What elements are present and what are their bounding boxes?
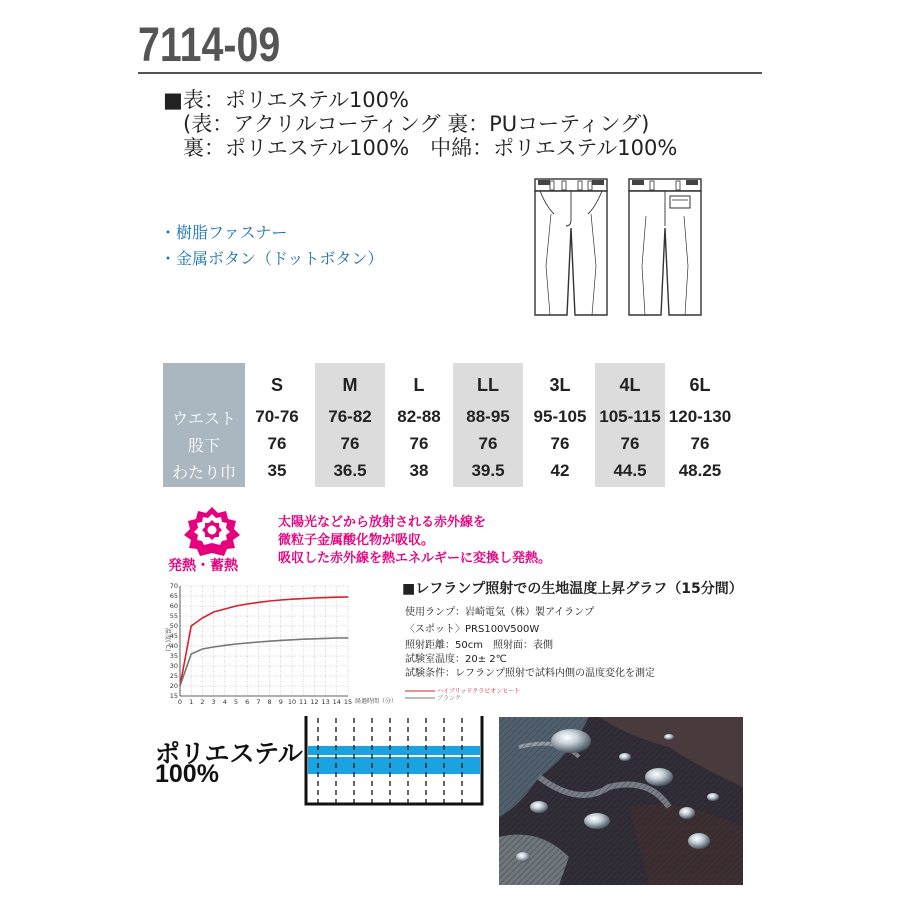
fabric-label: ポリエステル	[155, 740, 303, 768]
y-tick-label: 40	[169, 642, 178, 650]
y-tick-label: 45	[169, 632, 178, 640]
fabric-structure-diagram	[302, 716, 486, 808]
series-point	[280, 640, 281, 641]
series-point	[224, 608, 225, 609]
series-point	[258, 602, 259, 603]
waist-value: 76-82	[328, 407, 372, 426]
row-label-inseam: 股下	[187, 436, 220, 455]
y-tick-label: 20	[169, 682, 178, 690]
inseam-value: 76	[620, 434, 640, 453]
size-header: 4L	[619, 375, 641, 395]
y-tick-label: 25	[169, 672, 178, 680]
series-point	[325, 638, 326, 639]
waist-value: 120-130	[668, 407, 732, 426]
x-tick-label: 11	[299, 698, 308, 706]
pants-back-illustration	[626, 176, 706, 318]
series-point	[347, 637, 348, 638]
series-point	[325, 597, 326, 598]
size-table	[163, 363, 749, 487]
series-point	[224, 645, 225, 646]
waist-value: 82-88	[397, 407, 441, 426]
series-point	[213, 646, 214, 647]
graph-title: ■レフランプ照射での生地温度上昇グラフ（15分間）	[402, 581, 743, 597]
insulation-layer	[308, 746, 480, 774]
x-tick-label: 14	[332, 698, 341, 706]
material-lining: 裏：ポリエステル100% 中綿：ポリエステル100%	[183, 136, 678, 160]
size-header: 6L	[689, 375, 711, 395]
x-tick-label: 1	[189, 698, 194, 706]
graph-note: 〈スポット〉PRS100V500W	[405, 624, 540, 635]
series-point	[202, 617, 203, 618]
graph-note: 照射距離：50cm 照射面：表側	[405, 640, 553, 651]
row-label-waist: ウエスト	[171, 409, 236, 428]
waist-value: 105-115	[599, 407, 661, 426]
heat-label: 発熱・蓄熱	[168, 558, 238, 574]
size-header: L	[413, 375, 425, 395]
thigh-value: 48.25	[678, 461, 722, 480]
inseam-value: 76	[478, 434, 498, 453]
thigh-value: 36.5	[333, 461, 367, 480]
graph-note: 試験室温度：20± 2℃	[405, 654, 507, 665]
y-axis-label: 温度(℃)	[164, 628, 171, 652]
y-tick-label: 65	[169, 592, 178, 600]
size-header: M	[342, 375, 358, 395]
model-number: 7114-09	[138, 19, 281, 72]
y-tick-label: 30	[169, 662, 178, 670]
waist-value: 95-105	[533, 407, 587, 426]
y-tick-label: 55	[169, 612, 178, 620]
x-tick-label: 7	[256, 698, 261, 706]
size-header: LL	[477, 375, 499, 395]
series-point	[303, 639, 304, 640]
inseam-value: 76	[550, 434, 570, 453]
material-outer: ■表：ポリエステル100%	[163, 88, 409, 112]
series-point	[336, 637, 337, 638]
header-divider	[138, 72, 762, 74]
heat-storage-icon	[182, 505, 242, 557]
waist-value: 88-95	[466, 407, 510, 426]
pants-front-illustration	[532, 176, 612, 318]
feature-resin-zipper: ・樹脂ファスナー	[160, 223, 288, 242]
x-tick-label: 5	[233, 698, 239, 706]
series-point	[213, 611, 214, 612]
thigh-value: 35	[267, 461, 287, 480]
series-point	[247, 603, 248, 604]
water-repellent-fabric-photo	[499, 717, 743, 885]
series-point	[179, 685, 180, 686]
x-tick-label: 6	[245, 698, 250, 706]
heat-description: 太陽光などから放射される赤外線を	[278, 515, 487, 530]
material-coating: (表：アクリルコーティング 裏：PUコーティング)	[183, 112, 650, 136]
x-tick-label: 8	[267, 698, 272, 706]
waist-value: 70-76	[255, 407, 299, 426]
graph-note: 試験条件：レフランプ照射で試料内側の温度変化を測定	[405, 668, 655, 679]
y-tick-label: 50	[169, 622, 178, 630]
size-header: S	[270, 375, 283, 395]
legend-label: ハイブリッドクラビオンヒート	[437, 688, 520, 695]
series-point	[303, 598, 304, 599]
x-tick-label: 2	[200, 698, 205, 706]
x-tick-label: 4	[222, 698, 227, 706]
x-tick-label: 9	[278, 698, 283, 706]
x-tick-label: 12	[310, 698, 319, 706]
series-point	[247, 642, 248, 643]
x-tick-label: 10	[287, 698, 297, 706]
feature-metal-button: ・金属ボタン（ドットボタン）	[160, 249, 384, 268]
series-point	[191, 625, 192, 626]
series-point	[291, 599, 292, 600]
x-tick-label: 15	[343, 698, 353, 706]
series-point	[347, 596, 348, 597]
thigh-value: 39.5	[471, 461, 505, 480]
series-point	[291, 639, 292, 640]
thigh-value: 44.5	[613, 461, 647, 480]
graph-note: 使用ランプ：岩崎電気（株）製アイランプ	[405, 607, 595, 618]
thigh-value: 38	[409, 461, 429, 480]
series-point	[191, 653, 192, 654]
series-point	[269, 600, 270, 601]
series-point	[280, 599, 281, 600]
x-tick-label: 3	[211, 698, 216, 706]
inseam-value: 76	[690, 434, 710, 453]
heat-description: 微粒子金属酸化物が吸収。	[278, 533, 435, 548]
inseam-value: 76	[267, 434, 287, 453]
series-point	[235, 643, 236, 644]
x-tick-label: 13	[321, 698, 330, 706]
y-tick-label: 70	[169, 582, 178, 590]
y-tick-label: 15	[169, 692, 178, 700]
series-point	[314, 597, 315, 598]
series-point	[336, 597, 337, 598]
series-line-blank	[180, 638, 348, 686]
series-point	[314, 638, 315, 639]
inseam-value: 76	[409, 434, 429, 453]
row-label-thigh: わたり巾	[171, 463, 236, 482]
size-header: 3L	[549, 375, 571, 395]
legend-label: ブランク	[437, 695, 461, 702]
series-point	[258, 641, 259, 642]
x-axis-label: 経過時間（分）	[355, 698, 398, 705]
series-point	[269, 641, 270, 642]
series-point	[202, 648, 203, 649]
heat-description: 吸収した赤外線を熱エネルギーに変換し発熱。	[278, 551, 552, 566]
x-tick-label: 0	[177, 698, 183, 706]
series-point	[235, 605, 236, 606]
y-tick-label: 60	[169, 602, 178, 610]
thigh-value: 42	[550, 461, 570, 480]
y-tick-label: 35	[169, 652, 178, 660]
inseam-value: 76	[340, 434, 360, 453]
fabric-percentage: 100%	[155, 760, 219, 788]
